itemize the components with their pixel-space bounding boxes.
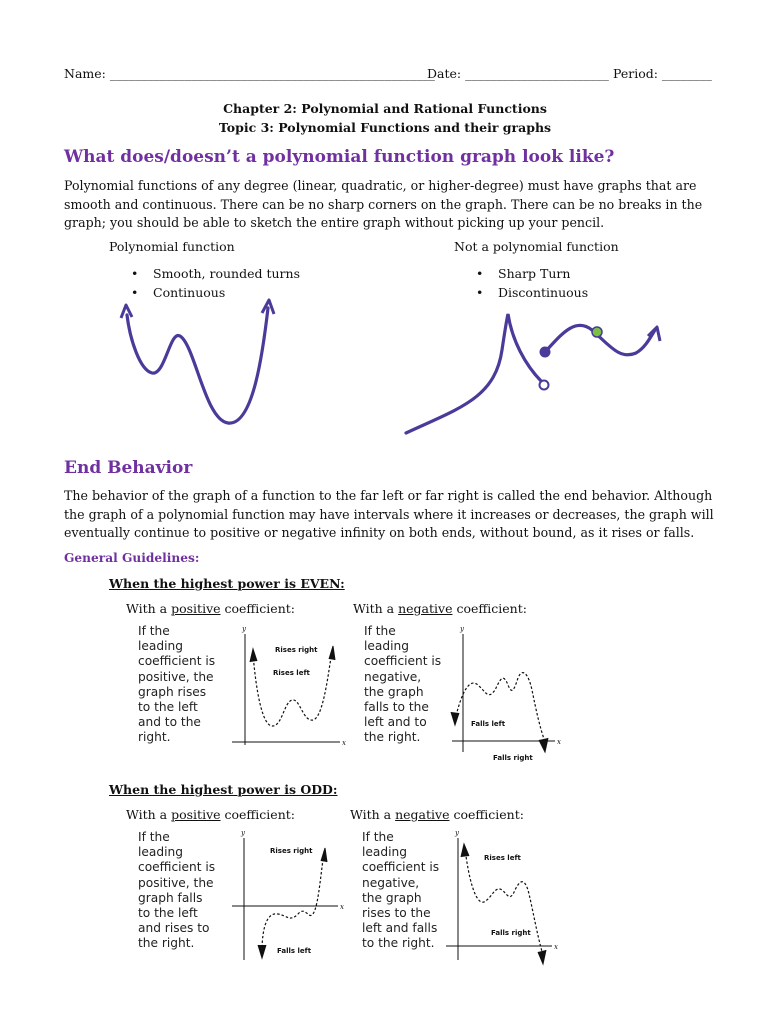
y-axis-label: y	[460, 625, 464, 633]
falls-left-label: Falls left	[277, 947, 312, 955]
section-heading-end-behavior: End Behavior	[64, 458, 193, 478]
list-item: • Continuous	[131, 283, 300, 302]
x-axis-label: x	[557, 738, 561, 746]
list-item: • Sharp Turn	[476, 264, 588, 283]
general-guidelines-label: General Guidelines:	[64, 551, 200, 565]
even-negative-description: If the leading coefficient is negative, the graph falls to the left and to the right.	[364, 624, 442, 745]
odd-negative-caption: With a negative coefficient:	[350, 807, 524, 822]
falls-left-label: Falls left	[471, 720, 506, 728]
section-paragraph-end-behavior: The behavior of the graph of a function to the far left or far right is called the end behavior. Although the graph of a polynomial function may have intervals where it increases or decreases, the graph will eventually continue to positive or negative infinity on both ends, without bound, as it rises or falls.	[64, 488, 714, 540]
even-power-title: When the highest power is EVEN:	[109, 576, 345, 591]
chapter-title: Chapter 2: Polynomial and Rational Functions	[223, 101, 547, 116]
odd-positive-caption: With a positive coefficient:	[126, 807, 295, 822]
y-axis-label: y	[242, 625, 246, 633]
list-item: • Smooth, rounded turns	[131, 264, 300, 283]
x-axis-label: x	[554, 943, 558, 951]
even-negative-caption: With a negative coefficient:	[353, 601, 527, 616]
rises-right-label: Rises right	[270, 847, 313, 855]
section-paragraph-graph-shape: Polynomial functions of any degree (linear, quadratic, or higher-degree) must have graphs that are smooth and continuous. There can be no sharp corners on the graph. There can be no breaks in the graph; you should be able to sketch the entire graph without picking up your pencil.	[64, 178, 703, 230]
x-axis-label: x	[340, 903, 344, 911]
topic-title: Topic 3: Polynomial Functions and their graphs	[218, 120, 552, 135]
rises-left-label: Rises left	[273, 669, 310, 677]
not-poly-column-title: Not a polynomial function	[454, 239, 619, 254]
even-positive-description: If the leading coefficient is positive, the graph rises to the left and to the right.	[138, 624, 216, 745]
y-axis-label: y	[241, 829, 245, 837]
falls-right-label: Falls right	[493, 754, 533, 762]
odd-negative-description: If the leading coefficient is negative, the graph rises to the left and falls to the right.	[362, 830, 440, 951]
rises-left-label: Rises left	[484, 854, 521, 862]
rises-right-label: Rises right	[275, 646, 318, 654]
falls-right-label: Falls right	[491, 929, 531, 937]
name-field[interactable]: Name: ____________________________________________________	[64, 66, 435, 81]
odd-positive-description: If the leading coefficient is positive, the graph falls to the left and rises to the right.	[138, 830, 216, 951]
y-axis-label: y	[455, 829, 459, 837]
even-positive-caption: With a positive coefficient:	[126, 601, 295, 616]
poly-column-title: Polynomial function	[109, 239, 235, 254]
odd-power-title: When the highest power is ODD:	[109, 782, 338, 797]
period-field[interactable]: Period: ________	[613, 66, 712, 81]
x-axis-label: x	[342, 739, 346, 747]
section-heading-graph-shape: What does/doesn’t a polynomial function graph look like?	[64, 147, 615, 167]
list-item: • Discontinuous	[476, 283, 588, 302]
date-field[interactable]: Date: _______________________	[427, 66, 609, 81]
